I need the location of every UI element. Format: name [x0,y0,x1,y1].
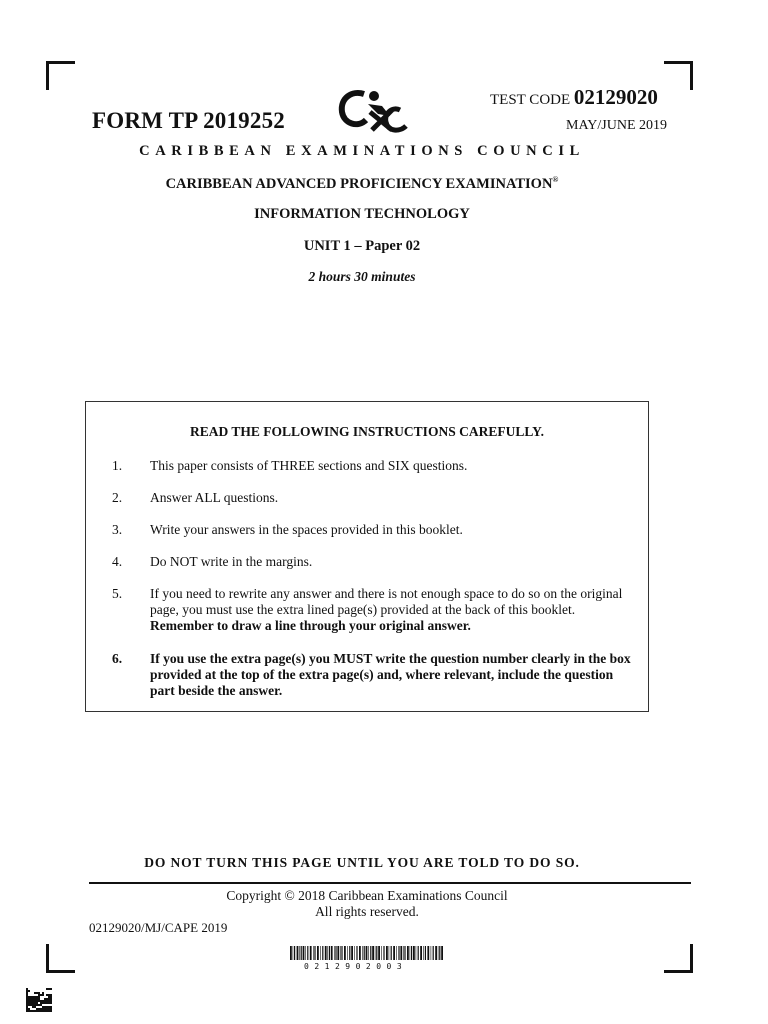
instruction-number: 3. [112,522,123,537]
barcode-digits: 0212902003 [304,962,408,971]
crop-mark-bottom-left [46,944,75,973]
copyright-notice: Copyright © 2018 Caribbean Examinations Council [226,888,508,903]
instructions-box [85,401,649,712]
instruction-emphasis: Remember to draw a line through your original answer. [150,618,471,633]
instruction-text: This paper consists of THREE sections and SIX questions. [150,458,468,473]
unit-title: UNIT 1 – Paper 02 [303,238,421,254]
exam-session: MAY/JUNE 2019 [566,118,667,133]
copyright-block [0,888,734,920]
do-not-turn-warning: DO NOT TURN THIS PAGE UNTIL YOU ARE TOLD TO DO SO. [144,855,580,870]
crop-mark-top-left [46,61,75,90]
cxc-logo-icon [334,86,408,136]
instruction-number: 4. [112,554,123,569]
exam-name [0,175,724,193]
instruction-text: If you use the extra page(s) you MUST write the question number clearly in the box provided at the top of the extra page(s) and, where relevant, include the question part beside the answer. [150,651,631,698]
instruction-number: 6. [112,651,123,666]
registered-mark: ® [552,175,559,184]
datamatrix-icon [26,988,52,1012]
test-code-number: 02129020 [573,85,658,109]
barcode-icon [290,946,446,960]
crop-mark-bottom-right [664,944,693,973]
instruction-text: Do NOT write in the margins. [150,554,313,569]
exam-duration: 2 hours 30 minutes [308,269,416,284]
instruction-number: 1. [112,458,123,473]
instruction-text-group [150,586,640,634]
instruction-text: Write your answers in the spaces provided in this booklet. [150,522,463,537]
footer-divider [89,882,691,884]
crop-mark-top-right [664,61,693,90]
instruction-text: Answer ALL questions. [150,490,279,505]
council-name: CARIBBEAN EXAMINATIONS COUNCIL [139,143,585,159]
instruction-text: If you need to rewrite any answer and there is not enough space to do so on the original page, you must use the extra lined page(s) provided at the back of this booklet. [150,586,623,617]
rights-notice: All rights reserved. [315,904,419,919]
form-code: FORM TP 2019252 [92,108,285,133]
instruction-number: 5. [112,586,123,601]
instructions-heading: READ THE FOLLOWING INSTRUCTIONS CAREFULLY. [190,424,544,439]
subject-title: INFORMATION TECHNOLOGY [254,206,470,222]
instruction-number: 2. [112,490,123,505]
test-code [490,85,658,110]
exam-name-text: CARIBBEAN ADVANCED PROFICIENCY EXAMINATION [165,175,553,192]
test-code-label: TEST CODE [490,92,571,108]
paper-reference: 02129020/MJ/CAPE 2019 [89,920,228,935]
